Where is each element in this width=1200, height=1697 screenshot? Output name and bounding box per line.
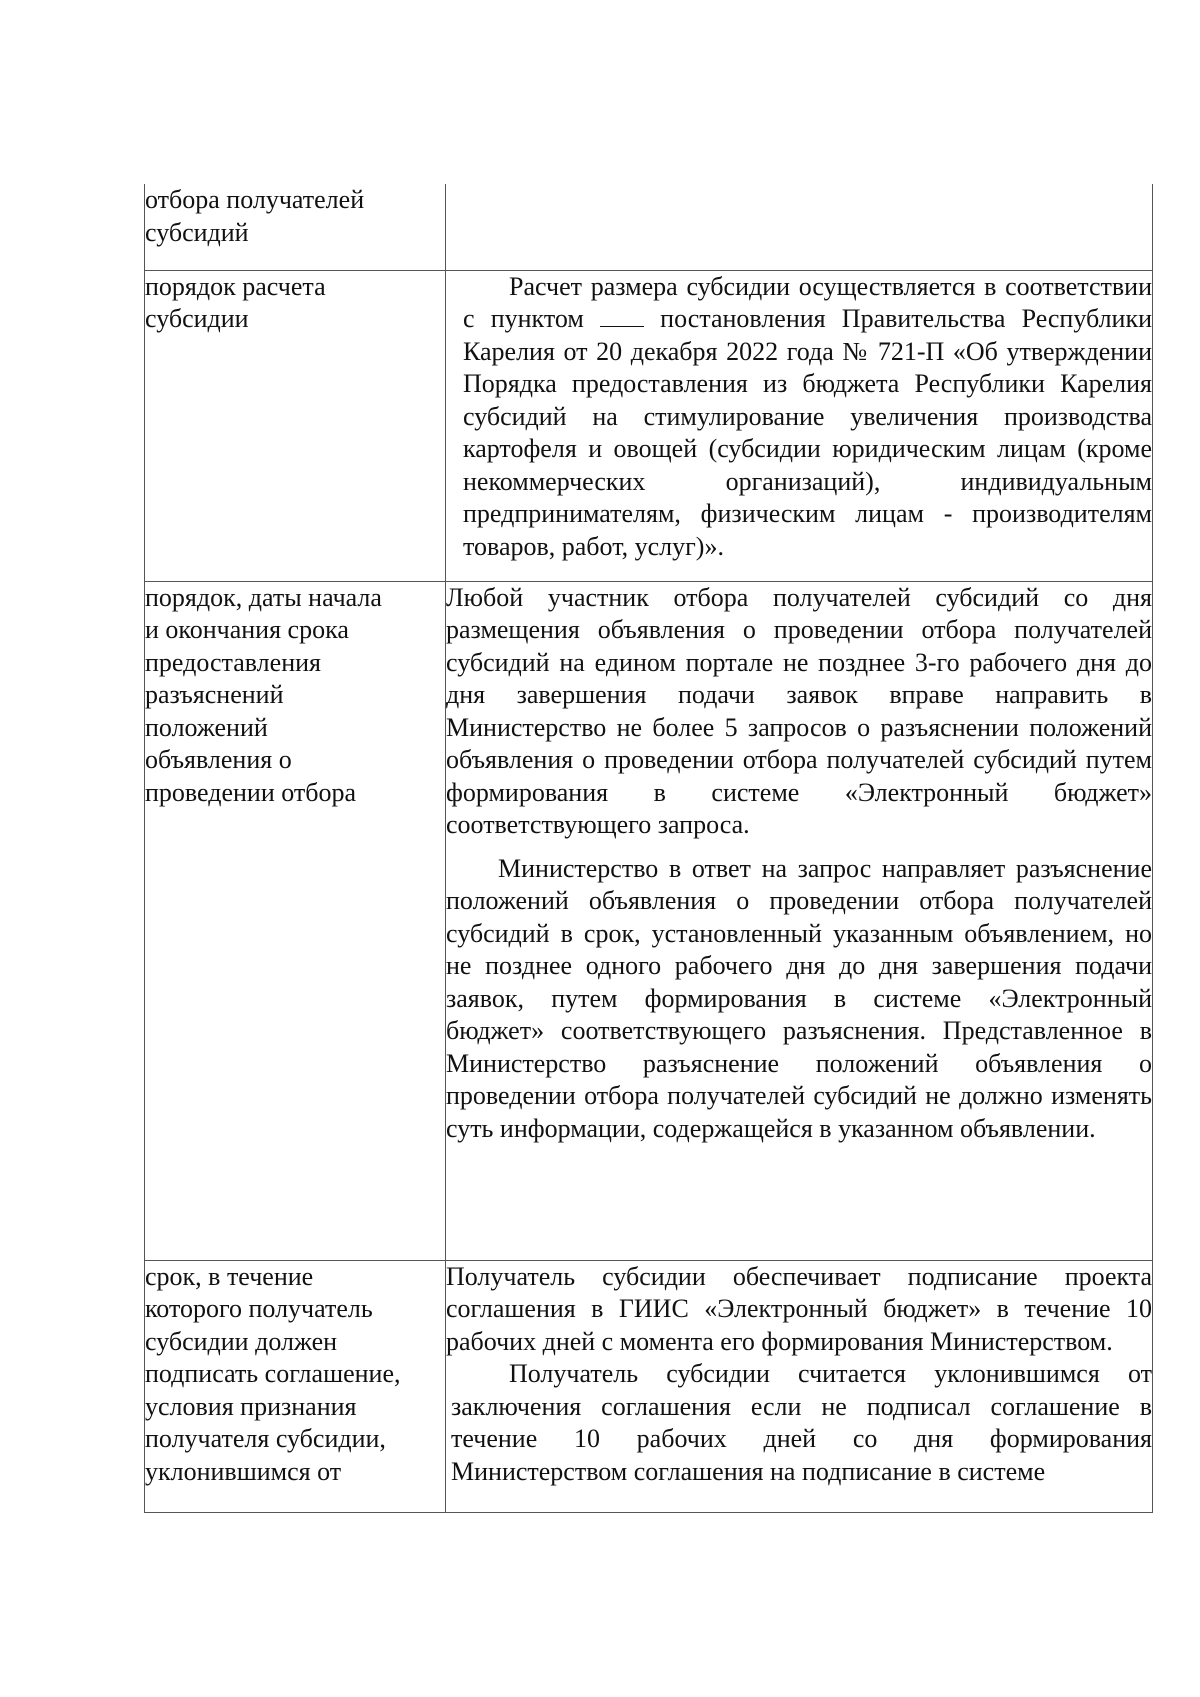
paragraph: Министерство в ответ на запрос направляет разъяснение положений объявления о проведении отбора получателей субсидий в срок, установленный указанным объявлением, но не позднее одного рабочего дня до дня завершения подачи заявок, путем формирования в системе «Электронный бюджет» соответствующего разъяснения. Представленное в Министерство разъяснение положений объявления о проведении отбора получателей субсидий не должно изменять суть информации, содержащейся в указанном объявлении. [446,853,1152,1143]
table-row [145,270,1153,581]
row-label-cell [145,581,446,1260]
paragraph: Получатель субсидии считается уклонившимся от заключения соглашения если не подписал соглашение в течение 10 рабочих дней со дня формирования Министерством соглашения на подписание в системе [451,1359,1152,1486]
paragraph [463,271,1152,564]
row-label: порядок расчета субсидии [145,271,326,333]
row-content-cell [446,270,1153,581]
row-label-cell [145,270,446,581]
paragraph: Получатель субсидии обеспечивает подписание проекта соглашения в ГИИС «Электронный бюджет» в течение 10 рабочих дней с момента его формирования Министерством. [446,1261,1152,1356]
table-row [145,581,1153,1260]
row-content-cell [446,1260,1153,1512]
blank-field [600,306,644,327]
row-content-cell [446,581,1153,1260]
row-label: порядок, даты начала и окончания срока предоставления разъяснений положений объявления о проведении отбора [145,582,382,807]
row-label-cell [145,184,446,270]
paragraph: Любой участник отбора получателей субсидий со дня размещения объявления о проведении отбора получателей субсидий на едином портале не позднее 3-го рабочего дня до дня завершения подачи заявок вправе направить в Министерство не более 5 запросов о разъяснении положений объявления о проведении отбора получателей субсидий путем формирования в системе «Электронный бюджет» соответствующего запроса. [446,582,1152,839]
table-row [145,1260,1153,1512]
row-label: отбора получателей субсидий [145,185,365,247]
paragraph-text: постановления Правительства Республики Карелия от 20 декабря 2022 года № 721-П «Об утверждении Порядка предоставления из бюджета Республики Карелия субсидий на стимулирование увеличения производства картофеля и овощей (субсидии юридическим лицам (кроме некоммерческих организаций), индивидуальным предпринимателям, физическим лицам - производителям товаров, работ, услуг)». [463,304,1153,561]
row-label-cell [145,1260,446,1512]
table-row [145,184,1153,270]
paragraph-text: Расчет размера субсидии осуществляется в соответствии с пунктом [463,271,1152,333]
row-label: срок, в течение которого получатель субсидии должен подписать соглашение, условия признания получателя субсидии, уклонившимся от [145,1261,401,1486]
row-content-cell [446,184,1153,270]
document-table [144,184,1153,1513]
